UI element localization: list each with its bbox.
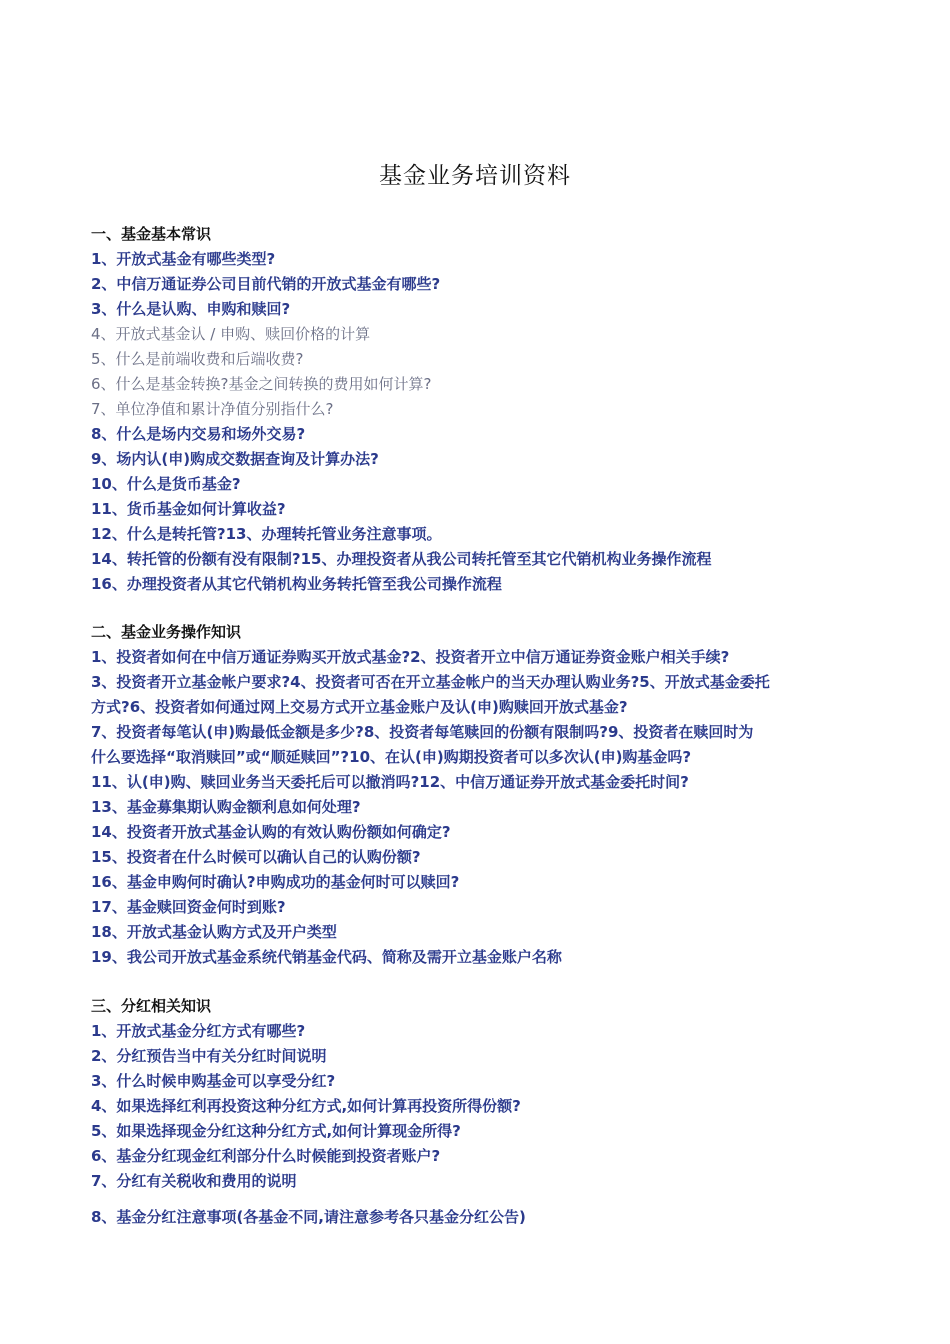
list-item: 3、什么时候申购基金可以享受分红? [91, 1072, 336, 1090]
list-item: 6、基金分红现金红利部分什么时候能到投资者账户? [91, 1147, 441, 1165]
list-item: 14、转托管的份额有没有限制?15、办理投资者从我公司转托管至其它代销机构业务操作流程 [91, 550, 712, 568]
list-item: 1、开放式基金有哪些类型? [91, 250, 276, 268]
list-item: 14、投资者开放式基金认购的有效认购份额如何确定? [91, 823, 451, 841]
list-item: 4、如果选择红利再投资这种分红方式,如何计算再投资所得份额? [91, 1097, 521, 1115]
list-item: 18、开放式基金认购方式及开户类型 [91, 923, 337, 941]
section-dividend-knowledge [91, 994, 871, 1194]
list-item: 11、货币基金如何计算收益? [91, 500, 286, 518]
list-item: 什么要选择“取消赎回”或“顺延赎回”?10、在认(申)购期投资者可以多次认(申)购基金吗? [91, 748, 692, 766]
list-item: 12、什么是转托管?13、办理转托管业务注意事项。 [91, 525, 442, 543]
list-item: 7、分红有关税收和费用的说明 [91, 1172, 297, 1190]
section-heading: 二、基金业务操作知识 [91, 623, 242, 641]
list-item: 11、认(申)购、赎回业务当天委托后可以撤消吗?12、中信万通证券开放式基金委托时间? [91, 773, 689, 791]
list-item: 2、分红预告当中有关分红时间说明 [91, 1047, 327, 1065]
list-item: 17、基金赎回资金何时到账? [91, 898, 286, 916]
list-item: 10、什么是货币基金? [91, 475, 241, 493]
list-item: 19、我公司开放式基金系统代销基金代码、简称及需开立基金账户名称 [91, 948, 562, 966]
list-item: 4、开放式基金认 / 申购、赎回价格的计算 [91, 325, 371, 343]
list-item: 15、投资者在什么时候可以确认自己的认购份额? [91, 848, 421, 866]
list-item-dividend-notes: 8、基金分红注意事项(各基金不同,请注意参考各只基金分红公告) [91, 1208, 526, 1226]
document-title: 基金业务培训资料 [379, 163, 571, 189]
list-item: 16、办理投资者从其它代销机构业务转托管至我公司操作流程 [91, 575, 502, 593]
list-item: 6、什么是基金转换?基金之间转换的费用如何计算? [91, 375, 432, 393]
list-item: 7、单位净值和累计净值分别指什么? [91, 400, 334, 418]
section-basic-knowledge [91, 222, 871, 597]
list-item: 5、什么是前端收费和后端收费? [91, 350, 304, 368]
list-item: 3、什么是认购、申购和赎回? [91, 300, 291, 318]
list-item: 5、如果选择现金分红这种分红方式,如何计算现金所得? [91, 1122, 461, 1140]
list-item: 16、基金申购何时确认?申购成功的基金何时可以赎回? [91, 873, 460, 891]
section-heading: 一、基金基本常识 [91, 225, 212, 243]
list-item: 8、什么是场内交易和场外交易? [91, 425, 306, 443]
section-operation-knowledge [91, 620, 871, 970]
list-item: 1、投资者如何在中信万通证券购买开放式基金?2、投资者开立中信万通证券资金账户相关手续? [91, 648, 730, 666]
list-item: 9、场内认(申)购成交数据查询及计算办法? [91, 450, 379, 468]
list-item: 2、中信万通证券公司目前代销的开放式基金有哪些? [91, 275, 441, 293]
list-item: 方式?6、投资者如何通过网上交易方式开立基金账户及认(申)购赎回开放式基金? [91, 698, 628, 716]
list-item: 7、投资者每笔认(申)购最低金额是多少?8、投资者每笔赎回的份额有限制吗?9、投资者在赎回时为 [91, 723, 754, 741]
list-item: 13、基金募集期认购金额利息如何处理? [91, 798, 361, 816]
section-heading: 三、分红相关知识 [91, 997, 212, 1015]
list-item: 1、开放式基金分红方式有哪些? [91, 1022, 306, 1040]
list-item: 3、投资者开立基金帐户要求?4、投资者可否在开立基金帐户的当天办理认购业务?5、开放式基金委托 [91, 673, 770, 691]
